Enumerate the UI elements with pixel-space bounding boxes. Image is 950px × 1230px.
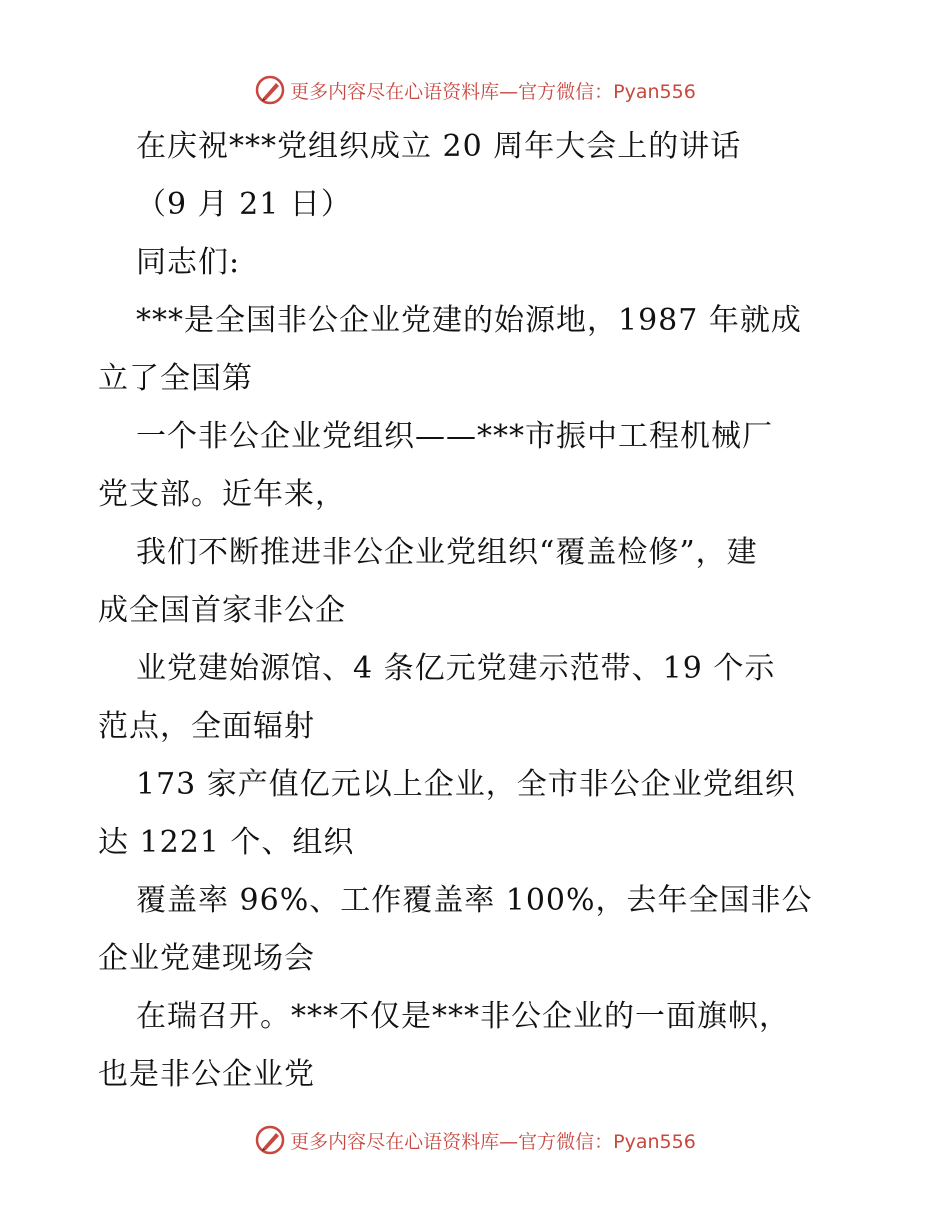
text-line: 也是非公企业党 (98, 1057, 315, 1092)
text-line: 我们不断推进非公企业党组织“覆盖检修”，建 (136, 535, 758, 570)
text-line: 一个非公企业党组织——***市振中工程机械厂 (136, 419, 773, 454)
text-line: 党支部。近年来， (98, 477, 346, 512)
document-title: 在庆祝***党组织成立 20 周年大会上的讲话 (136, 129, 742, 164)
text-line: 企业党建现场会 (98, 941, 315, 976)
text-line: 成全国首家非公企 (98, 593, 346, 628)
document-date: （9 月 21 日） (136, 187, 352, 222)
salutation: 同志们: (136, 245, 241, 280)
text-line: 范点，全面辐射 (98, 709, 315, 744)
text-line: 业党建始源馆、4 条亿元党建示范带、19 个示 (136, 651, 776, 686)
pen-logo-icon (254, 1124, 286, 1156)
text-line: 达 1221 个、组织 (98, 825, 355, 860)
watermark-text: 更多内容尽在心语资料库—官方微信：Pyan556 (290, 80, 696, 103)
watermark-text: 更多内容尽在心语资料库—官方微信：Pyan556 (290, 1130, 696, 1153)
footer-watermark (0, 1120, 950, 1160)
text-line: 173 家产值亿元以上企业，全市非公企业党组织 (136, 767, 796, 802)
header-watermark (0, 70, 950, 110)
text-line: 立了全国第 (98, 361, 253, 396)
text-line: 覆盖率 96%、工作覆盖率 100%，去年全国非公 (136, 883, 813, 918)
text-line: 在瑞召开。***不仅是***非公企业的一面旗帜， (136, 999, 790, 1034)
text-line: ***是全国非公企业党建的始源地，1987 年就成 (136, 303, 802, 338)
pen-logo-icon (254, 74, 286, 106)
